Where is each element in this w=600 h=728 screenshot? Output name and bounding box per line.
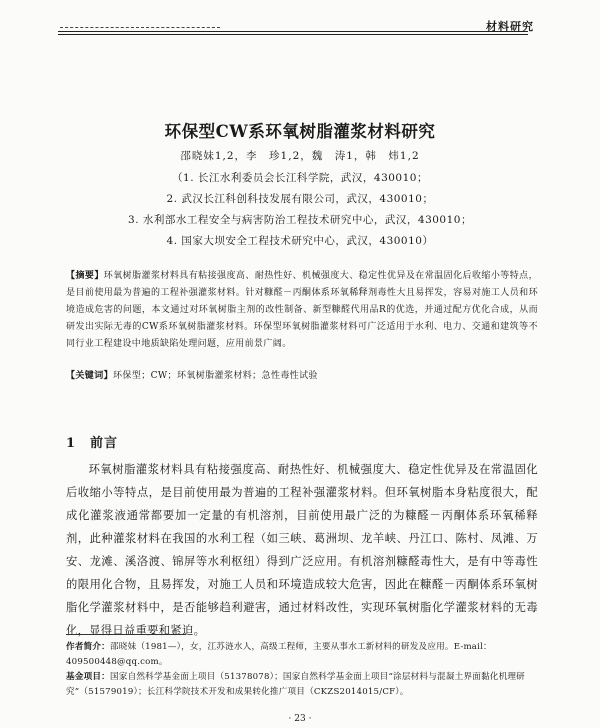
footnotes — [66, 640, 538, 700]
section-number: 1 — [66, 436, 77, 451]
section-heading — [66, 432, 118, 451]
section-title: 前言 — [90, 436, 119, 451]
keywords-label: 【关键词】 — [66, 371, 114, 381]
affiliation-list — [0, 168, 600, 252]
running-head: 材料研究 — [486, 20, 534, 33]
header-rule-top — [58, 31, 528, 32]
body-paragraph: 环氧树脂灌浆材料具有粘接强度高、耐热性好、机械强度大、稳定性优异及在常温固化后收缩小等特点，是目前使用最为普遍的工程补强灌浆材料。但环氧树脂本身粘度很大，配成化灌浆液通常都要加一定量的有机溶剂，目前使用最广泛的为糠醛－丙酮体系环氧稀释剂，此种灌浆材料在我国的水利工程（如三峡、葛洲坝、龙羊峡、丹江口、陈村、凤滩、万安、龙滩、溪洛渡、锦屏等水利枢纽）得到广泛应用。有机溶剂糠醛毒性大，是有中等毒性的限用化合物，且易挥发，对施工人员和环境造成较大危害，因此在糠醛－丙酮体系环氧树脂化学灌浆材料中，是否能够趋利避害，通过材料改性，实现环氧树脂化学灌浆材料的无毒化，显得日益重要和紧迫。 — [66, 463, 538, 637]
fund-text: 国家自然科学基金面上项目（51378078）；国家自然科学基金面上项目“涂层材料与混凝土界面黏化机理研究”（51579019）；长江科学院技术开发和成果转化推广项目（CKZS2014015/CF）。 — [66, 672, 525, 697]
footnote-rule — [66, 634, 186, 635]
page-number: · 23 · — [288, 714, 312, 724]
abstract-label: 【摘要】 — [66, 271, 104, 281]
affiliation-2: 2. 武汉长江科创科技发展有限公司，武汉，430010； — [166, 193, 434, 205]
author-bio-text: 邵晓妹（1981—），女，江苏涟水人，高级工程师，主要从事水工新材料的研发及应用。E-mail：409500448@qq.com。 — [66, 642, 492, 667]
abstract-text: 环氧树脂灌浆材料具有粘接强度高、耐热性好、机械强度大、稳定性优异及在常温固化后收缩小等特点，是目前使用最为普遍的工程补强灌浆材料。针对糠醛－丙酮体系环氧稀释剂毒性大且易挥发，容易对施工人员和环境造成危害的问题，本文通过对环氧树脂主剂的改性制备、新型糠醛代用品R的优选，并通过配方优化合成，从而研发出实际无毒的CW系环氧树脂灌浆材料。环保型环氧树脂灌浆材料可广泛适用于水利、电力、交通和建筑等不同行业工程建设中地质缺陷处理问题，应用前景广阔。 — [66, 271, 538, 349]
author-bio-footnote — [66, 640, 538, 670]
keywords — [66, 368, 538, 385]
affiliation-3: 3. 水利部水工程安全与病害防治工程技术研究中心，武汉，430010； — [128, 214, 472, 226]
fund-label: 基金项目： — [66, 672, 110, 682]
paper-title: 环保型CW系环氧树脂灌浆材料研究 — [164, 122, 436, 141]
header-rule-bottom — [58, 34, 528, 35]
abstract — [66, 268, 538, 353]
keywords-text: 环保型；CW；环氧树脂灌浆材料；急性毒性试验 — [113, 371, 318, 381]
affiliation-4: 4. 国家大坝安全工程技术研究中心，武汉，430010） — [166, 235, 434, 247]
header-dash-rule — [60, 27, 220, 28]
fund-footnote — [66, 670, 538, 700]
affiliation-1: （1. 长江水利委员会长江科学院，武汉，430010； — [172, 172, 428, 184]
author-list: 邵晓妹1,2，李 珍1,2，魏 涛1，韩 炜1,2 — [180, 150, 420, 162]
author-bio-label: 作者简介： — [66, 642, 110, 652]
